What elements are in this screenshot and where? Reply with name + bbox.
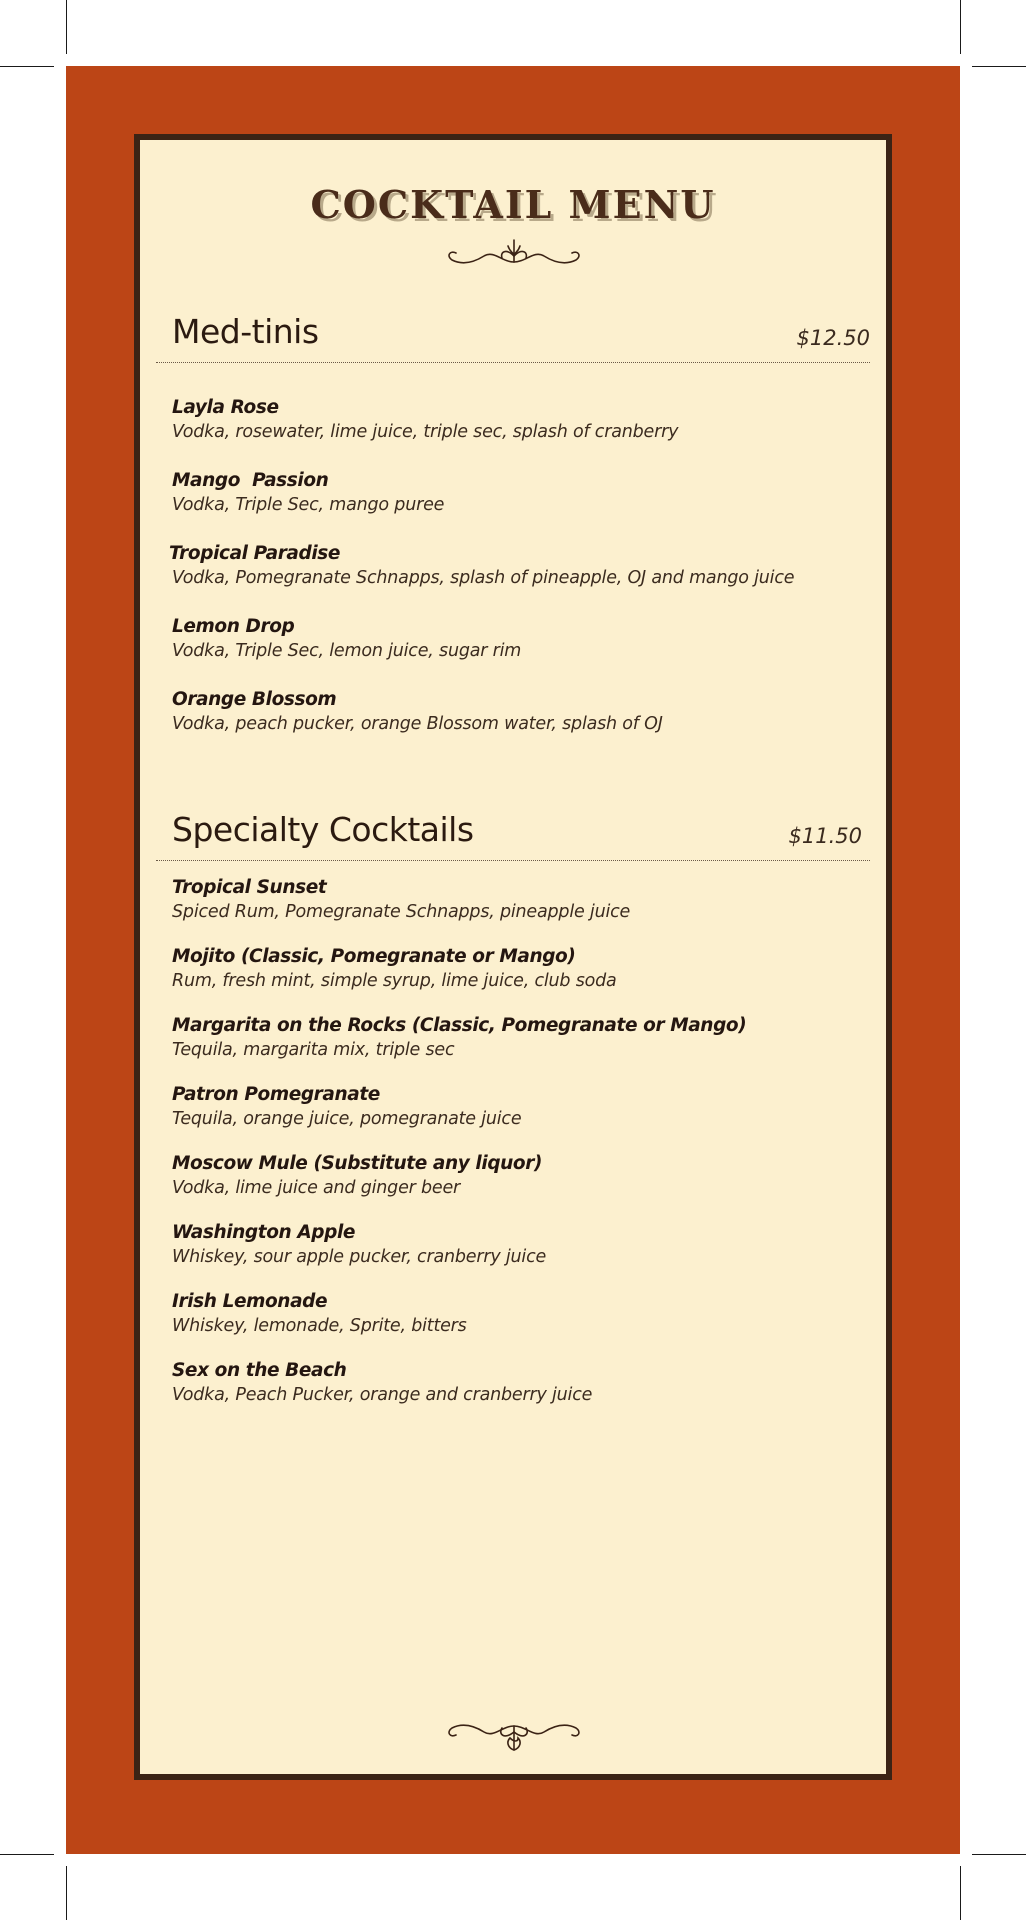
item-description: Vodka, Peach Pucker, orange and cranberry juice: [172, 1385, 593, 1405]
crop-mark: [0, 1854, 54, 1855]
section-title-specialty-cocktails: Specialty Cocktails: [172, 810, 474, 849]
item-name: Tropical Sunset: [172, 877, 327, 898]
item-name: Sex on the Beach: [172, 1360, 347, 1381]
item-description: Vodka, peach pucker, orange Blossom water, splash of OJ: [172, 714, 663, 734]
crop-mark: [66, 1866, 67, 1920]
item-name: Tropical Paradise: [169, 543, 341, 564]
item-description: Tequila, margarita mix, triple sec: [172, 1040, 455, 1060]
menu-item: [172, 1083, 521, 1131]
menu-item: [172, 945, 617, 993]
item-name: Lemon Drop: [172, 616, 295, 637]
item-description: Vodka, Pomegranate Schnapps, splash of pineapple, OJ and mango juice: [172, 568, 795, 588]
menu-title: COCKTAIL MENU: [310, 182, 716, 227]
item-name: Orange Blossom: [172, 689, 337, 710]
menu-item: [172, 615, 521, 663]
crop-mark: [972, 66, 1026, 67]
item-name: Mojito (Classic, Pomegranate or Mango): [172, 946, 576, 967]
crop-mark: [0, 66, 54, 67]
item-name: Margarita on the Rocks (Classic, Pomegranate or Mango): [172, 1015, 747, 1036]
crop-mark: [66, 0, 67, 54]
item-description: Vodka, Triple Sec, lemon juice, sugar rim: [172, 641, 522, 661]
crop-mark: [960, 0, 961, 54]
item-name: Mango Passion: [172, 470, 329, 491]
item-description: Spiced Rum, Pomegranate Schnapps, pineapple juice: [172, 902, 631, 922]
item-name: Irish Lemonade: [172, 1291, 328, 1312]
item-name: Moscow Mule (Substitute any liquor): [172, 1153, 543, 1174]
menu-item: [172, 469, 444, 517]
menu-item: [172, 688, 663, 736]
menu-card: [134, 134, 892, 1780]
menu-item: [172, 1014, 746, 1062]
section-divider: [156, 362, 870, 363]
menu-item: [172, 1152, 542, 1200]
item-name: Layla Rose: [172, 397, 279, 418]
menu-item: [172, 876, 630, 924]
bottom-flourish-icon: [444, 1714, 584, 1754]
item-description: Whiskey, sour apple pucker, cranberry juice: [172, 1247, 547, 1267]
menu-item: [172, 1359, 592, 1407]
crop-mark: [960, 1866, 961, 1920]
item-description: Vodka, lime juice and ginger beer: [172, 1178, 461, 1198]
item-description: Whiskey, lemonade, Sprite, bitters: [172, 1316, 467, 1336]
menu-item: [172, 396, 678, 444]
menu-item: [169, 542, 794, 590]
item-name: Patron Pomegranate: [172, 1084, 380, 1105]
top-flourish-icon: [444, 236, 584, 270]
item-description: Rum, fresh mint, simple syrup, lime juice, club soda: [172, 971, 617, 991]
section-divider: [156, 860, 870, 861]
menu-item: [172, 1290, 467, 1338]
section-title-med-tinis: Med-tinis: [172, 312, 319, 351]
menu-item: [172, 1221, 546, 1269]
item-name: Washington Apple: [172, 1222, 356, 1243]
section-price: $11.50: [788, 824, 862, 848]
item-description: Tequila, orange juice, pomegranate juice: [172, 1109, 522, 1129]
crop-mark: [972, 1854, 1026, 1855]
section-price: $12.50: [796, 326, 870, 350]
item-description: Vodka, rosewater, lime juice, triple sec, splash of cranberry: [172, 422, 679, 442]
item-description: Vodka, Triple Sec, mango puree: [172, 495, 445, 515]
